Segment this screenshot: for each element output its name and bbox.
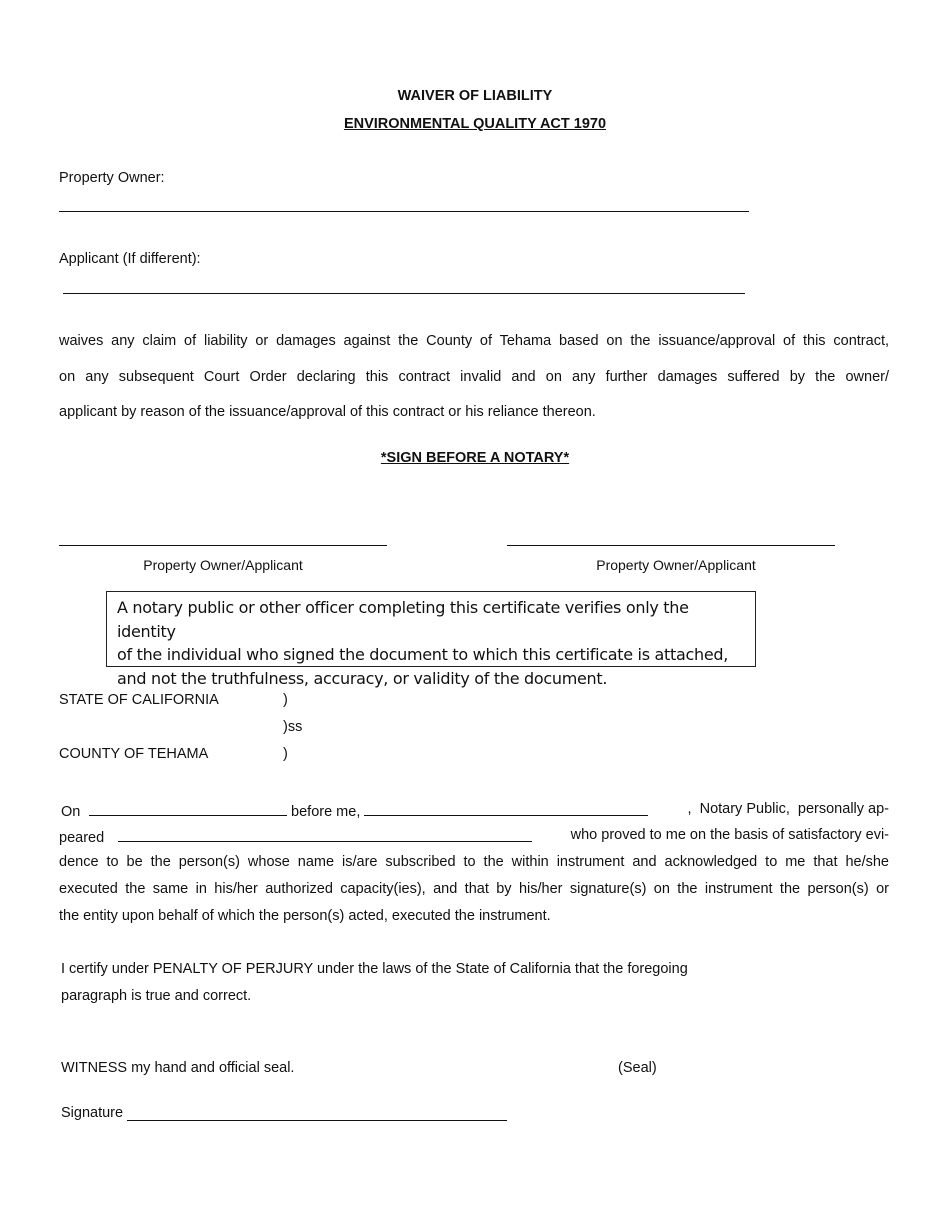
ack-line-4: executed the same in his/her authorized capacity(ies), and that by his/her signature(s) on the instrument the person(s) or	[59, 881, 889, 897]
sign-notice	[0, 450, 950, 466]
certify-line-1: I certify under PENALTY OF PERJURY under the laws of the State of California that the foregoing	[61, 961, 688, 977]
property-owner-label: Property Owner:	[59, 170, 165, 186]
ack-proved: who proved to me on the basis of satisfactory evi-	[570, 827, 889, 843]
waiver-line-3: applicant by reason of the issuance/approval of this contract or his reliance thereon.	[59, 404, 596, 420]
ack-on: On	[61, 804, 81, 820]
appeared-name-blank[interactable]	[118, 827, 532, 842]
notary-notice-line-2: of the individual who signed the document to which this certificate is attached,	[117, 645, 729, 664]
applicant-label: Applicant (If different):	[59, 251, 201, 267]
document-subtitle	[0, 116, 950, 132]
owner-signature-line-right[interactable]	[507, 545, 835, 546]
owner-signature-line-left[interactable]	[59, 545, 387, 546]
ack-notary-public: , Notary Public, personally ap-	[687, 801, 889, 817]
venue-state: STATE OF CALIFORNIA	[59, 692, 219, 708]
signature-caption-right: Property Owner/Applicant	[596, 557, 756, 573]
notary-signature-line[interactable]	[127, 1120, 507, 1121]
ack-appeared: peared	[59, 830, 105, 846]
notary-notice-line-1: A notary public or other officer completing this certificate verifies only the identity	[117, 598, 689, 641]
seal-label: (Seal)	[618, 1060, 657, 1076]
notary-notice-line-3: and not the truthfulness, accuracy, or validity of the document.	[117, 668, 608, 688]
waiver-line-2: on any subsequent Court Order declaring this contract invalid and on any further damages suffered by the owner/	[59, 369, 889, 385]
ack-line-1	[59, 801, 889, 820]
ack-line-3: dence to be the person(s) whose name is/are subscribed to the within instrument and acknowledged to me that he/she	[59, 854, 889, 870]
signature-label: Signature	[61, 1105, 124, 1121]
document-subtitle-text: ENVIRONMENTAL QUALITY ACT 1970	[343, 116, 607, 132]
signature-caption-left: Property Owner/Applicant	[143, 557, 303, 573]
ack-line-5: the entity upon behalf of which the person(s) acted, executed the instrument.	[59, 908, 551, 924]
venue-paren-top: )	[283, 692, 288, 708]
notary-name-blank[interactable]	[364, 801, 648, 816]
venue-ss: )ss	[283, 719, 303, 735]
date-blank[interactable]	[89, 801, 287, 816]
document-title: WAIVER OF LIABILITY	[397, 88, 553, 104]
notary-notice-box	[106, 591, 756, 688]
venue-paren-bottom: )	[283, 746, 288, 762]
applicant-line[interactable]	[63, 293, 745, 294]
venue-county: COUNTY OF TEHAMA	[59, 746, 209, 762]
sign-notice-text: *SIGN BEFORE A NOTARY*	[380, 450, 570, 466]
certify-line-2: paragraph is true and correct.	[61, 988, 252, 1004]
waiver-line-1: waives any claim of liability or damages against the County of Tehama based on the issuance/approval of this contract,	[59, 333, 889, 349]
witness-text: WITNESS my hand and official seal.	[61, 1060, 295, 1076]
ack-before-me: before me,	[291, 804, 361, 820]
property-owner-line[interactable]	[59, 211, 749, 212]
ack-line-2	[59, 827, 889, 846]
